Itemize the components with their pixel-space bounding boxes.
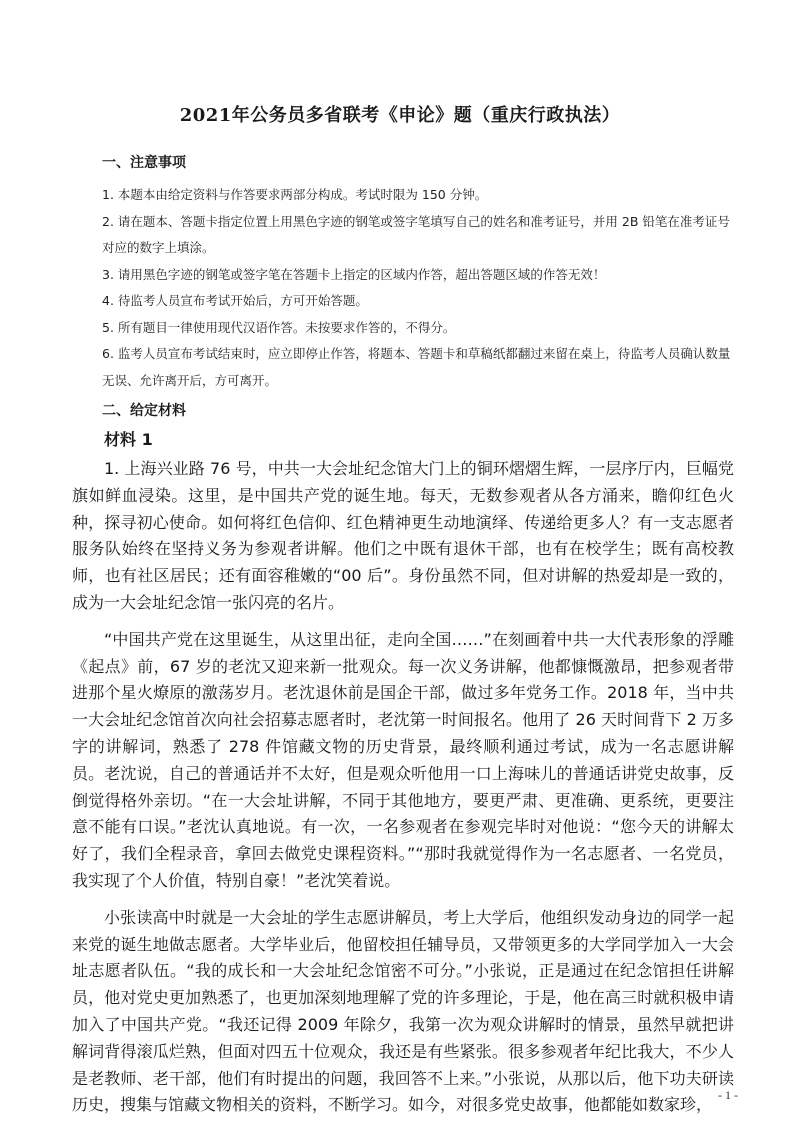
section-heading-notes: 一、注意事项 [102,155,186,171]
section-heading-materials: 二、给定材料 [102,403,186,419]
material-paragraph: “中国共产党在这里诞生，从这里出征，走向全国……”在刻画着中共一大代表形象的浮雕《起点》前，67 岁的老沈又迎来新一批观众。每一次义务讲解，他都慷慨激昂，把参观者带进那个星火燎原的激荡岁月。老沈退休前是国企干部，做过多年党务工作。2018 年，当中共一大会址纪念馆首次向社会招募志愿者时，老沈第一时间报名。他用了 26 天时间背下 2 万多字的讲解词，熟悉了 278 件馆藏文物的历史背景，最终顺利通过考试，成为一名志愿讲解员。老沈说，自己的普通话并不太好，但是观众听他用一口上海味儿的普通话讲党史故事，反倒觉得格外亲切。“在一大会址讲解，不同于其他地方，要更严肃、更准确、更系统，更要注意不能有口误。”老沈认真地说。有一次，一名参观者在参观完毕时对他说：“您今天的讲解太好了，我们全程录音，拿回去做党史课程资料。”“那时我就觉得作为一名志愿者、一名党员，我实现了个人价值，特别自豪！”老沈笑着说。 [72,629,734,890]
note-item: 6. 监考人员宣布考试结束时，应立即停止作答，将题本、答题卡和草稿纸都翻过来留在桌上，待监考人员确认数量无误、允许离开后，方可离开。 [102,346,731,388]
material-paragraph: 1. 上海兴业路 76 号，中共一大会址纪念馆大门上的铜环熠熠生辉，一层序厅内，巨幅党旗如鲜血浸染。这里，是中国共产党的诞生地。每天，无数参观者从各方涌来，瞻仰红色火种，探寻初心使命。如何将红色信仰、红色精神更生动地演绎、传递给更多人？有一支志愿者服务队始终在坚持义务为参观者讲解。他们之中既有退休干部，也有在校学生；既有高校教师，也有社区居民；还有面容稚嫩的“00 后”。身份虽然不同，但对讲解的热爱却是一致的，成为一大会址纪念馆一张闪亮的名片。 [72,459,734,612]
note-item: 2. 请在题本、答题卡指定位置上用黑色字迹的钢笔或签字笔填写自己的姓名和准考证号，并用 2B 铅笔在准考证号对应的数字上填涂。 [102,213,730,255]
note-item: 5. 所有题目一律使用现代汉语作答。未按要求作答的，不得分。 [102,319,456,335]
page-number: - 1 - [718,1088,738,1102]
note-item: 4. 待监考人员宣布考试开始后，方可开始答题。 [102,293,368,308]
material-paragraph: 小张读高中时就是一大会址的学生志愿讲解员，考上大学后，他组织发动身边的同学一起来党的诞生地做志愿者。大学毕业后，他留校担任辅导员，又带领更多的大学同学加入一大会址志愿者队伍。“我的成长和一大会址纪念馆密不可分。”小张说，正是通过在纪念馆担任讲解员，他对党史更加熟悉了，也更加深刻地理解了党的许多理论，于是，他在高三时就积极申请加入了中国共产党。“我还记得 2009 年除夕，我第一次为观众讲解时的情景，虽然早就把讲解词背得滚瓜烂熟，但面对四五十位观众，我还是有些紧张。很多参观者年纪比我大，不少人是老教师、老干部，他们有时提出的问题，我回答不上来。”小张说，从那以后，他下功夫研读历史，搜集与馆藏文物相关的资料，不断学习。如今，对很多党史故事，他都能如数家珍， [72,907,734,1115]
notes-list [102,182,742,394]
material-label: 材料 1 [104,430,153,449]
material-body [72,456,734,1119]
note-item: 3. 请用黑色字迹的钢笔或签字笔在答题卡上指定的区域内作答，超出答题区域的作答无效！ [102,266,606,282]
note-item: 1. 本题本由给定资料与作答要求两部分构成。考试时限为 150 分钟。 [102,187,488,202]
document-title: 2021年公务员多省联考《申论》题（重庆行政执法） [179,105,621,126]
